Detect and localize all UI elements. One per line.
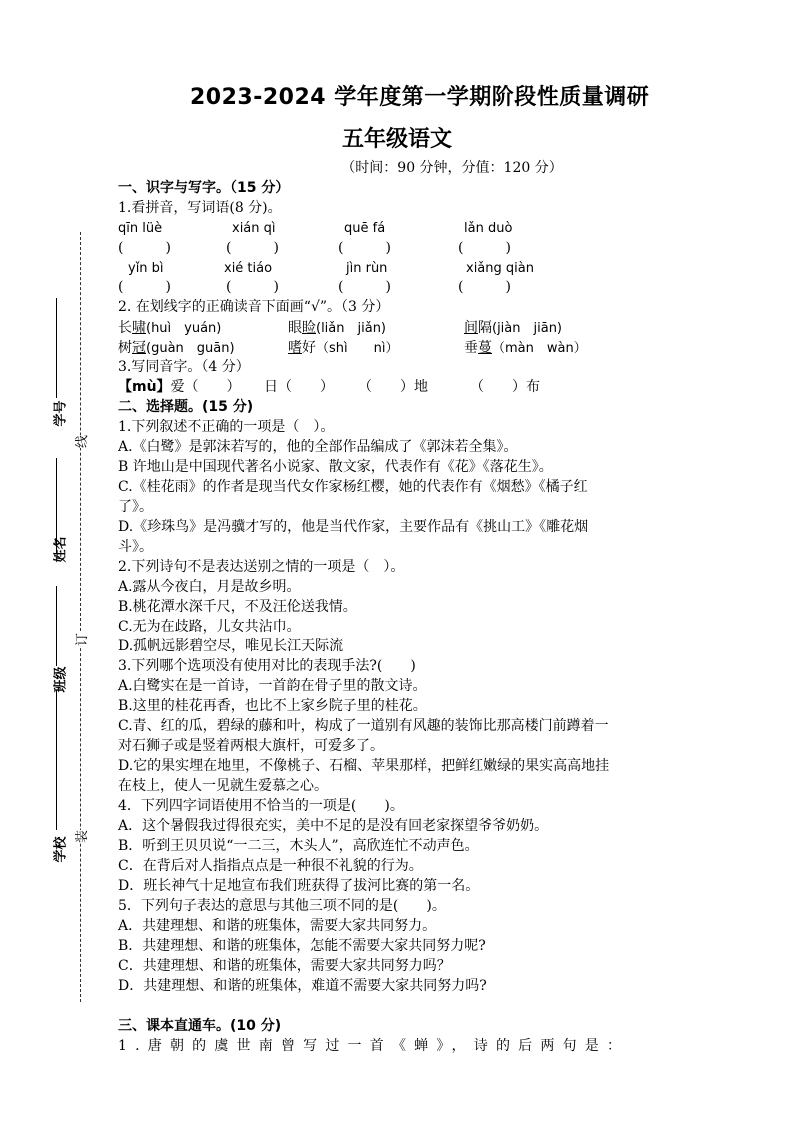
section-3-heading: 三、课本直通车。(10 分): [118, 1018, 282, 1034]
s2-line: D.孤帆远影碧空尽，唯见长江天际流: [118, 638, 344, 655]
name-label: 姓名: [53, 536, 69, 563]
homophone-item[interactable]: （ ）地: [358, 379, 428, 395]
school-label: 学校: [53, 836, 69, 863]
s2-line: C．在背后对人指指点点是一种很不礼貌的行为。: [118, 857, 423, 874]
homophone-row: 【mù】爱（ ）: [118, 379, 241, 395]
s2-line: D.它的果实埋在地里，不像桃子、石榴、苹果那样，把鲜红嫩绿的果实高高地挂: [118, 758, 610, 775]
q1-title: 1.看拼音，写词语(8 分)。: [118, 200, 282, 216]
reading-item: 长啸(huì yuán): [118, 320, 222, 336]
exam-subtitle: 五年级语文: [341, 127, 452, 152]
class-label: 班级: [53, 666, 69, 693]
s2-line: A.白鹭实在是一首诗，一首韵在骨子里的散文诗。: [118, 678, 427, 695]
s2-line: 在枝上，使人一见就生爱慕之心。: [118, 778, 328, 795]
binding-mark-order: 订: [69, 633, 92, 646]
pinyin-8: xiǎng qiàn: [466, 261, 534, 276]
s2-line: C．共建理想、和谐的班集体，需要大家共同努力吗？: [118, 957, 451, 974]
time-score-line: （时间：90 分钟，分值：120 分）: [341, 160, 563, 176]
s2-line: C.无为在歧路，儿女共沾巾。: [118, 618, 301, 635]
s2-line: B.这里的桂花再香，也比不上家乡院子里的桂花。: [118, 698, 427, 715]
s2-line: B．听到王贝贝说“一二三，木头人”，高欣连忙不动声色。: [118, 837, 479, 854]
pinyin-1: qīn lüè: [118, 221, 163, 236]
binding-mark-bind: 装: [69, 830, 92, 843]
reading-item: 嗜好（shì nì）: [288, 340, 399, 356]
school-fill-line: [56, 690, 57, 830]
reading-item: 垂蔓（màn wàn）: [464, 340, 587, 356]
s2-line: B 许地山是中国现代著名小说家、散文家，代表作有《花》《落花生》。: [118, 458, 553, 475]
q3-title: 3.写同音字。（4 分）: [118, 359, 250, 375]
reading-item: 间隔(jiàn jiān): [464, 320, 563, 336]
s2-line: 3.下列哪个选项没有使用对比的表现手法?( ): [118, 658, 416, 675]
s2-line: B.桃花潭水深千尺，不及汪伦送我情。: [118, 598, 357, 615]
binding-mark-line: 线: [69, 435, 92, 448]
pinyin-6: xié tiáo: [224, 261, 273, 276]
s2-line: A.《白鹭》是郭沫若写的，他的全部作品编成了《郭沫若全集》。: [118, 438, 518, 455]
section-1-heading: 一、识字与写字。（15 分）: [118, 180, 290, 196]
binding-dashed-line: [80, 232, 81, 1002]
student-id-label: 学号: [53, 400, 69, 427]
answer-blank[interactable]: ( ): [458, 240, 511, 256]
reading-item: 眼睑(liǎn jiǎn): [288, 320, 387, 336]
pinyin-2: xián qì: [232, 221, 276, 236]
s2-line: D．班长神气十足地宣布我们班获得了拔河比赛的第一名。: [118, 877, 480, 894]
s2-line: B．共建理想、和谐的班集体，怎能不需要大家共同努力呢?: [118, 937, 486, 954]
answer-blank[interactable]: ( ): [118, 279, 171, 295]
class-fill-line: [56, 586, 57, 666]
s2-line: 2.下列诗句不是表达送别之情的一项是（ ）。: [118, 558, 405, 575]
s2-line: D.《珍珠鸟》是冯骥才写的，他是当代作家，主要作品有《挑山工》《雕花烟: [118, 518, 589, 535]
s2-line: C.《桂花雨》的作者是现当代女作家杨红樱，她的代表作有《烟愁》《橘子红: [118, 478, 588, 495]
answer-blank[interactable]: ( ): [118, 240, 171, 256]
reading-item: 树冠(guàn guān): [118, 340, 235, 356]
pinyin-7: jìn rùn: [346, 261, 388, 276]
s2-line: D．共建理想、和谐的班集体，难道不需要大家共同努力吗?: [118, 977, 487, 994]
s2-line: A．共建理想、和谐的班集体，需要大家共同努力。: [118, 917, 437, 934]
s3-q1: 1.唐朝的虞世南曾写过一首《蝉》，诗的后两句是：: [118, 1038, 630, 1054]
answer-blank[interactable]: ( ): [226, 279, 279, 295]
homophone-item[interactable]: （ ）布: [470, 379, 540, 395]
s2-line: A.露从今夜白，月是故乡明。: [118, 578, 301, 595]
s2-line: 4．下列四字词语使用不恰当的一项是( )。: [118, 798, 404, 815]
pinyin-4: lǎn duò: [464, 221, 513, 236]
section-2-heading: 二、选择题。(15 分): [118, 399, 254, 415]
s2-line: 1.下列叙述不正确的一项是（ ）。: [118, 419, 335, 435]
answer-blank[interactable]: ( ): [338, 279, 391, 295]
s2-line: A．这个暑假我过得很充实，美中不足的是没有回老家探望爷爷奶奶。: [118, 818, 549, 834]
pinyin-3: quē fá: [344, 221, 386, 236]
answer-blank[interactable]: ( ): [226, 240, 279, 256]
s2-line: C.青、红的瓜，碧绿的藤和叶，构成了一道别有风趣的装饰比那高楼门前蹲着一: [118, 718, 609, 735]
answer-blank[interactable]: ( ): [458, 279, 511, 295]
exam-title: 2023-2024 学年度第一学期阶段性质量调研: [190, 85, 650, 110]
student-id-fill-line: [56, 298, 57, 398]
homophone-item[interactable]: 日（ ）: [264, 379, 334, 395]
pinyin-5: yǐn bì: [128, 261, 164, 276]
s2-line: 5．下列句子表达的意思与其他三项不同的是( )。: [118, 897, 446, 914]
s2-line: 对石狮子或是竖着两根大旗杆，可爱多了。: [118, 738, 384, 755]
s2-line: 了》。: [118, 498, 153, 515]
s2-line: 斗》。: [118, 538, 153, 555]
q2-title: 2. 在划线字的正确读音下面画“√”。（3 分）: [118, 299, 390, 315]
answer-blank[interactable]: ( ): [338, 240, 391, 256]
